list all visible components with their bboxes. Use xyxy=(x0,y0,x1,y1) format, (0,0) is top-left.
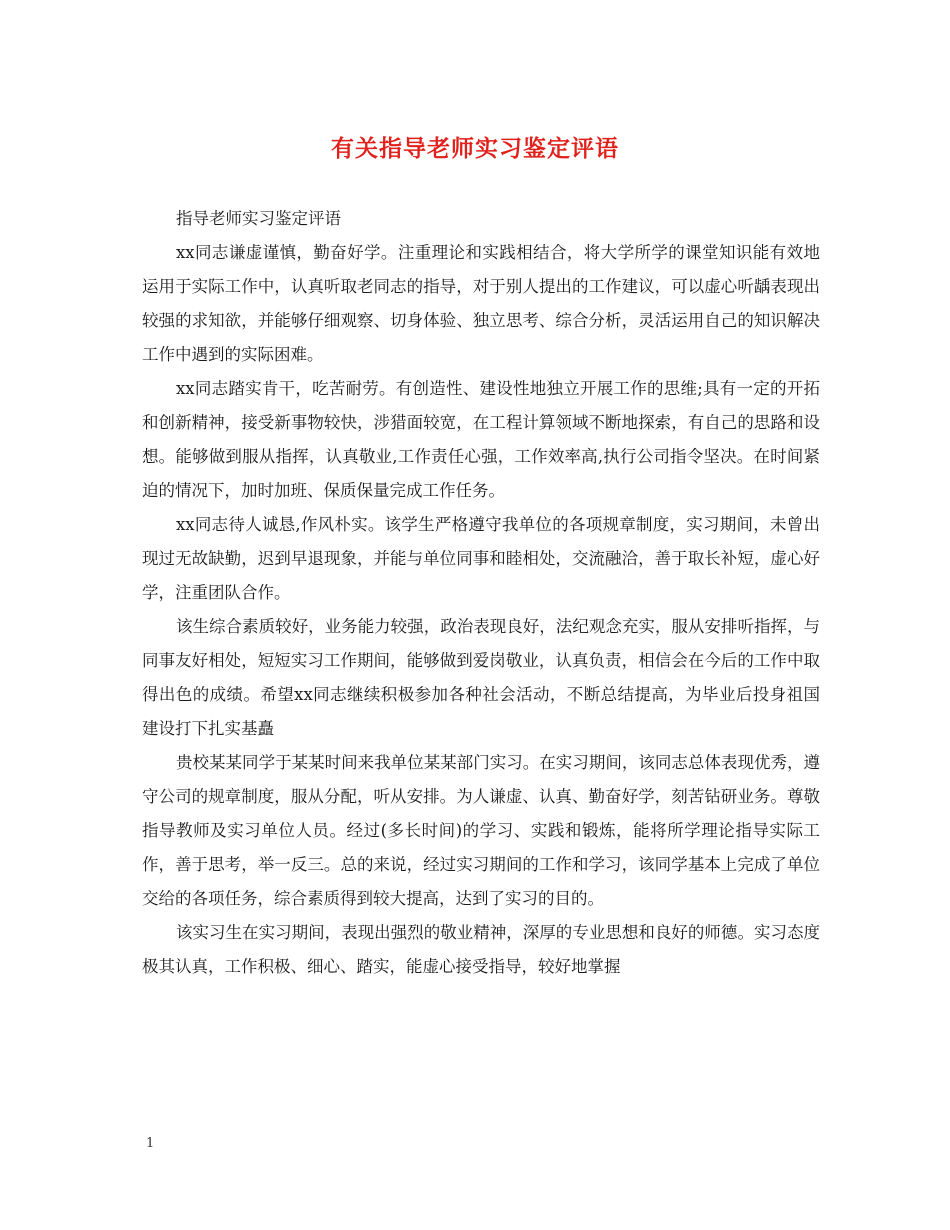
document-body xyxy=(142,202,820,984)
paragraph: xx同志踏实肯干，吃苦耐劳。有创造性、建设性地独立开展工作的思维;具有一定的开拓和创新精神，接受新事物较快，涉猎面较宽，在工程计算领域不断地探索，有自己的思路和设想。能够做到服从指挥，认真敬业,工作责任心强，工作效率高,执行公司指令坚决。在时间紧迫的情况下，加时加班、保质保量完成工作任务。 xyxy=(142,379,820,500)
paragraph: xx同志谦虚谨慎，勤奋好学。注重理论和实践相结合，将大学所学的课堂知识能有效地运用于实际工作中，认真听取老同志的指导，对于别人提出的工作建议，可以虚心听龋表现出较强的求知欲，并能够仔细观察、切身体验、独立思考、综合分析，灵活运用自己的知识解决工作中遇到的实际困难。 xyxy=(142,243,820,364)
paragraph: 贵校某某同学于某某时间来我单位某某部门实习。在实习期间，该同志总体表现优秀，遵守公司的规章制度，服从分配，听从安排。为人谦虚、认真、勤奋好学，刻苦钻研业务。尊敬指导教师及实习单位人员。经过(多长时间)的学习、实践和锻炼，能将所学理论指导实际工作，善于思考，举一反三。总的来说，经过实习期间的工作和学习，该同学基本上完成了单位交给的各项任务，综合素质得到较大提高，达到了实习的目的。 xyxy=(142,753,820,908)
document-title: 有关指导老师实习鉴定评语 xyxy=(331,135,619,162)
page-number: 1 xyxy=(146,1136,155,1151)
paragraph-subtitle: 指导老师实习鉴定评语 xyxy=(176,209,341,228)
paragraph: 该生综合素质较好，业务能力较强，政治表现良好，法纪观念充实，服从安排听指挥，与同事友好相处，短短实习工作期间，能够做到爱岗敬业，认真负责，相信会在今后的工作中取得出色的成绩。希望xx同志继续积极参加各种社会活动，不断总结提高，为毕业后投身祖国建设打下扎实基矗 xyxy=(142,617,820,738)
paragraph: 该实习生在实习期间，表现出强烈的敬业精神，深厚的专业思想和良好的师德。实习态度极其认真，工作积极、细心、踏实，能虚心接受指导，较好地掌握 xyxy=(142,923,820,976)
paragraph: xx同志待人诚恳,作风朴实。该学生严格遵守我单位的各项规章制度，实习期间，未曾出现过无故缺勤，迟到早退现象，并能与单位同事和睦相处，交流融洽，善于取长补短，虚心好学，注重团队合作。 xyxy=(142,515,820,602)
